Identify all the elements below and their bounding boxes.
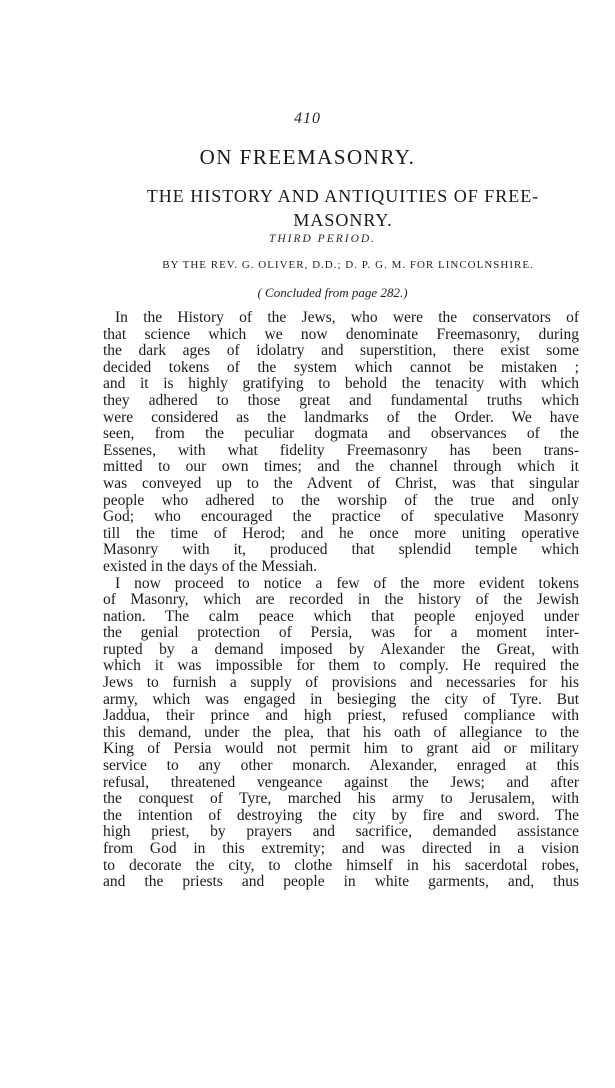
subtitle-line: MASONRY. [293, 210, 393, 230]
body-line: and the priests and people in white garments, and, thus [103, 873, 579, 891]
body-line: that science which we now denominate Freemasonry, during [103, 325, 579, 343]
body-line: Essenes, with what fidelity Freemasonry has been trans- [103, 441, 579, 459]
body-line: to decorate the city, to clothe himself in his sacerdotal robes, [103, 856, 579, 874]
body-line: the dark ages of idolatry and superstition, there exist some [103, 342, 579, 360]
body-line: of Masonry, which are recorded in the history of the Jewish [103, 591, 579, 609]
page-number: 410 [294, 110, 321, 127]
body-line: the genial protection of Persia, was for a moment inter- [103, 624, 579, 642]
continuation-note: ( Concluded from page 282.) [257, 285, 408, 300]
body-line: God; who encouraged the practice of speculative Masonry [103, 508, 579, 526]
article-subtitle [108, 184, 578, 232]
body-line: were considered as the landmarks of the Order. We have [103, 408, 579, 426]
body-line: till the time of Herod; and he once more uniting operative [103, 524, 579, 542]
body-line: army, which was engaged in besieging the city of Tyre. But [103, 690, 579, 708]
body-line: the intention of destroying the city by fire and sword. The [103, 806, 579, 824]
body-line: King of Persia would not permit him to grant aid or military [103, 740, 579, 758]
body-line: Jews to furnish a supply of provisions and necessaries for his [103, 674, 579, 692]
body-line: nation. The calm peace which that people enjoyed under [103, 607, 579, 625]
body-line: mitted to our own times; and the channel through which it [103, 458, 579, 476]
body-line: the conquest of Tyre, marched his army to Jerusalem, with [103, 790, 579, 808]
body-line: this demand, under the plea, that his oath of allegiance to the [103, 723, 579, 741]
body-line: service to any other monarch. Alexander, enraged at this [103, 757, 579, 775]
body-line: refusal, threatened vengeance against the Jews; and after [103, 773, 579, 791]
body-line: which it was impossible for them to comply. He required the [103, 657, 579, 675]
subtitle-line: THE HISTORY AND ANTIQUITIES OF FREE- [146, 186, 540, 206]
body-line: from God in this extremity; and was directed in a vision [103, 840, 579, 857]
body-line: was conveyed up to the Advent of Christ, was that singular [103, 474, 579, 492]
body-line: Masonry with it, produced that splendid temple which [103, 541, 579, 559]
article-title: ON FREEMASONRY. [199, 145, 416, 169]
body-line: rupted by a demand imposed by Alexander the Great, with [103, 640, 579, 658]
body-line: I now proceed to notice a few of the more evident tokens [115, 574, 579, 592]
period-heading: THIRD PERIOD. [268, 233, 377, 245]
article-body [103, 310, 579, 891]
body-line: Jaddua, their prince and high priest, refused compliance with [103, 707, 579, 725]
body-line: people who adhered to the worship of the true and only [103, 491, 579, 509]
body-line: decided tokens of the system which cannot be mistaken ; [103, 358, 579, 376]
body-line: In the History of the Jews, who were the conservators of [115, 309, 579, 326]
body-line: existed in the days of the Messiah. [103, 557, 317, 575]
author-byline: BY THE REV. G. OLIVER, D.D.; D. P. G. M. FOR LINCOLNSHIRE. [162, 259, 534, 271]
body-line: and it is highly gratifying to behold the tenacity with which [103, 375, 579, 393]
body-line: they adhered to those great and fundamental truths which [103, 391, 579, 409]
body-line: high priest, by prayers and sacrifice, demanded assistance [103, 823, 579, 841]
body-line: seen, from the peculiar dogmata and observances of the [103, 425, 579, 443]
